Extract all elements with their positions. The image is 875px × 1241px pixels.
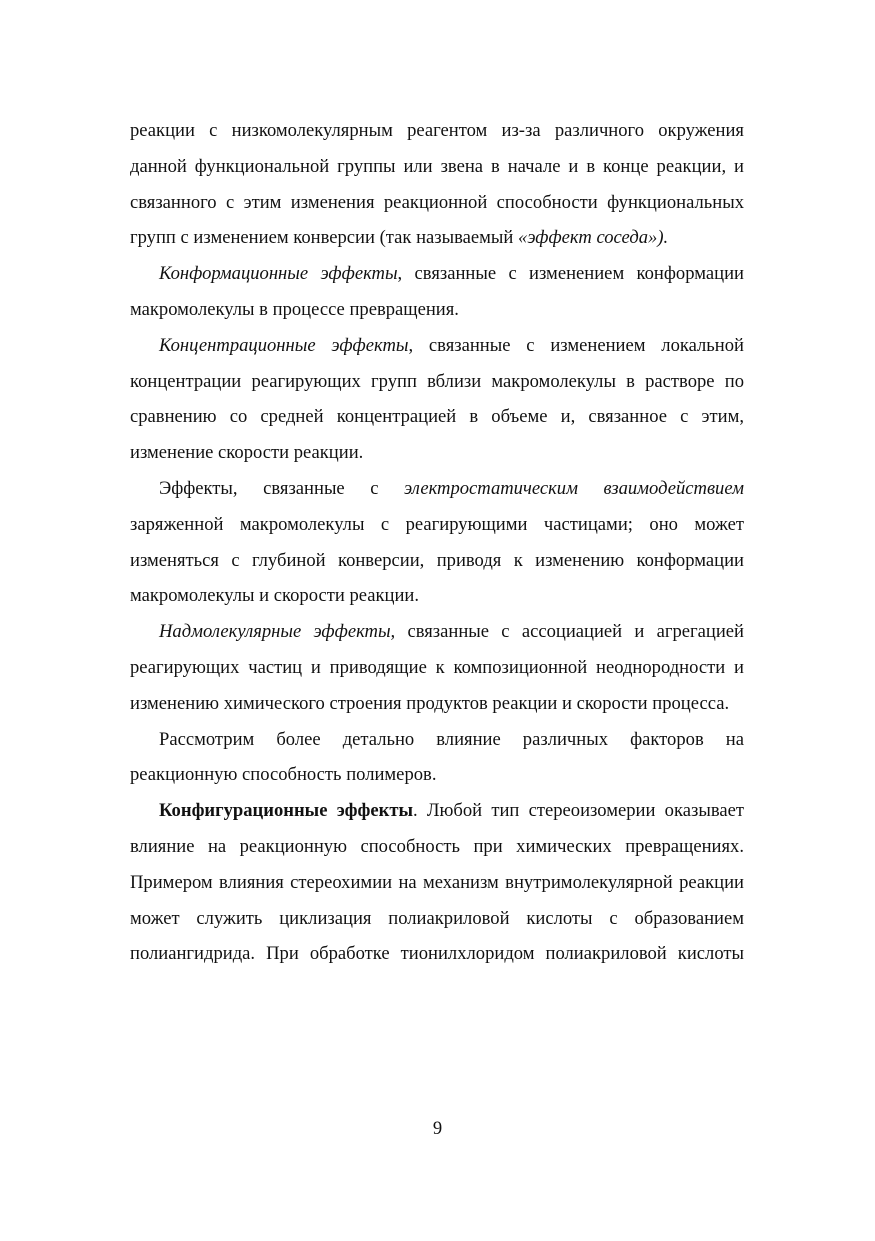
page-number: 9 [432,1118,443,1139]
paragraph-4-italic: электростатическим взаимодействием [404,477,744,499]
paragraph-6 [130,722,744,794]
paragraph-4-text-b: заряженной макромолекулы с реагирующими частицами; оно может изменяться с глубиной конверсии, приводя к изменению конформации макромолекулы и скорости реакции. [130,513,744,607]
document-body [130,113,744,972]
paragraph-4-text-a: Эффекты, связанные с [159,477,405,499]
paragraph-7-bold: Конфигурационные эффекты [159,800,413,822]
paragraph-1-italic: «эффект соседа»). [518,227,669,249]
paragraph-4 [130,471,744,614]
paragraph-6-text: Рассмотрим более детально влияние различных факторов на реакционную способность полимеров. [130,728,744,786]
paragraph-3-italic: Концентрационные эффекты [159,334,409,356]
paragraph-5-text: связанные с ассоциацией и агрегацией реагирующих частиц и приводящие к композиционной неоднородности и изменению химического строения продуктов реакции и скорости процесса. [130,621,744,714]
paragraph-7-text: . Любой тип стереоизомерии оказывает влияние на реакционную способность при химических превращениях. Примером влияния стереохимии на механизм внутримолекулярной реакции может служить циклизация полиакриловой кислоты с образованием полиангидрида. При обработке тионилхлоридом полиакриловой кислоты [130,800,744,965]
paragraph-3 [130,328,744,471]
paragraph-5-italic: Надмолекулярные эффекты, [159,621,396,643]
paragraph-2-italic: Конформационные эффекты [159,263,398,285]
paragraph-5 [130,614,744,721]
paragraph-1-text: реакции с низкомолекулярным реагентом из-за различного окружения данной функциональной группы или звена в начале и в конце реакции, и связанного с этим изменения реакционной способности функциональных групп с изменением конверсии (так называемый [130,120,744,249]
paragraph-1 [130,113,744,256]
paragraph-7 [130,793,744,972]
paragraph-3-text: , связанные с изменением локальной концентрации реагирующих групп вблизи макромолекулы в растворе по сравнению со средней концентрацией в объеме и, связанное с этим, изменение скорости реакции. [130,334,744,464]
paragraph-2-text: , связанные с изменением конформации макромолекулы в процессе превращения. [130,263,744,320]
paragraph-2 [130,256,744,328]
